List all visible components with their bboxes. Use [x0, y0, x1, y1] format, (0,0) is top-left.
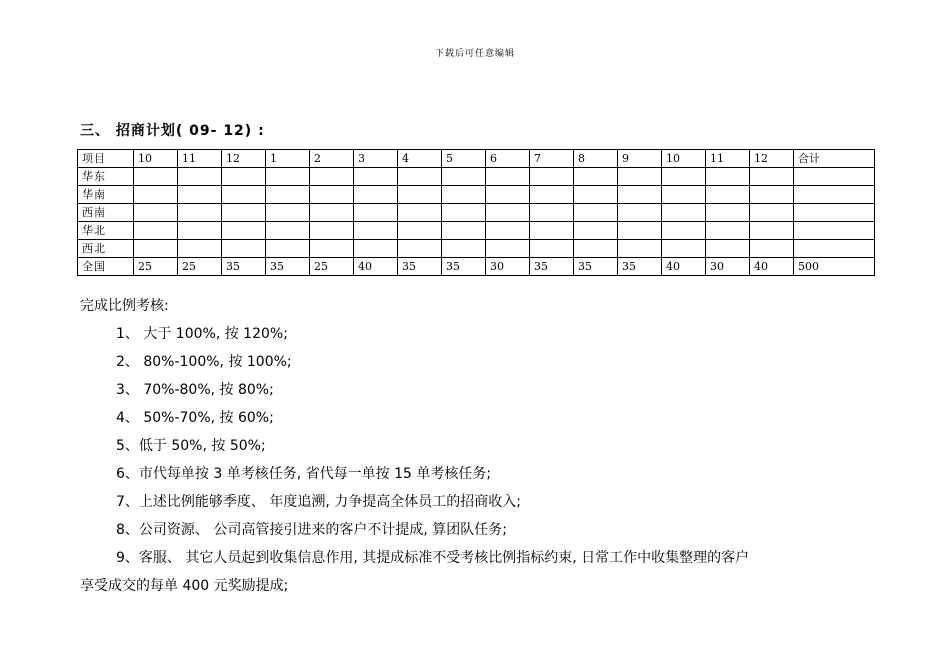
table-cell [618, 240, 662, 258]
table-cell [662, 222, 706, 240]
table-row [78, 258, 875, 276]
assessment-item-continuation: 享受成交的每单 400 元奖励提成; [80, 578, 289, 594]
plan-table [77, 149, 875, 276]
table-cell: 35 [618, 258, 662, 276]
table-cell [530, 204, 574, 222]
table-cell: 合计 [794, 150, 875, 168]
table-cell [794, 240, 875, 258]
table-cell [574, 186, 618, 204]
table-cell: 40 [354, 258, 398, 276]
table-cell [398, 222, 442, 240]
table-cell [354, 186, 398, 204]
table-cell [574, 240, 618, 258]
table-cell: 12 [222, 150, 266, 168]
table-cell [442, 204, 486, 222]
assessment-item: 4、 50%-70%, 按 60%; [116, 410, 274, 426]
row-label-cell: 华东 [78, 168, 134, 186]
table-cell [178, 222, 222, 240]
table-cell [750, 222, 794, 240]
table-cell [662, 204, 706, 222]
table-cell: 25 [310, 258, 354, 276]
table-cell: 10 [662, 150, 706, 168]
assessment-item: 6、市代每单按 3 单考核任务, 省代每一单按 15 单考核任务; [116, 466, 492, 482]
assessment-item: 3、 70%-80%, 按 80%; [116, 382, 274, 398]
table-cell [266, 240, 310, 258]
table-cell: 25 [134, 258, 178, 276]
table-cell [178, 240, 222, 258]
table-cell [222, 222, 266, 240]
table-cell [222, 240, 266, 258]
table-cell [794, 204, 875, 222]
table-cell [134, 240, 178, 258]
table-cell [266, 168, 310, 186]
row-label-cell: 全国 [78, 258, 134, 276]
table-cell [398, 168, 442, 186]
table-cell [662, 240, 706, 258]
table-cell: 8 [574, 150, 618, 168]
assessment-item: 9、客服、 其它人员起到收集信息作用, 其提成标准不受考核比例指标约束, 日常工作中收集整理的客户 [116, 550, 750, 566]
table-cell [310, 222, 354, 240]
table-row [78, 204, 875, 222]
table-cell [134, 204, 178, 222]
table-cell [574, 204, 618, 222]
table-cell [618, 204, 662, 222]
table-cell [442, 168, 486, 186]
table-cell [310, 168, 354, 186]
table-cell [442, 240, 486, 258]
table-cell [310, 186, 354, 204]
section-title: 三、 招商计划( 09- 12) : [80, 123, 265, 139]
table-cell: 500 [794, 258, 875, 276]
table-cell: 40 [662, 258, 706, 276]
table-cell [706, 240, 750, 258]
table-cell [134, 168, 178, 186]
row-label-cell: 西北 [78, 240, 134, 258]
table-cell: 2 [310, 150, 354, 168]
table-cell [530, 168, 574, 186]
table-cell [486, 222, 530, 240]
table-cell: 35 [530, 258, 574, 276]
table-cell [530, 240, 574, 258]
table-cell [706, 222, 750, 240]
table-cell: 1 [266, 150, 310, 168]
table-cell [442, 222, 486, 240]
table-cell [266, 204, 310, 222]
table-cell [178, 168, 222, 186]
table-cell: 35 [442, 258, 486, 276]
table-cell [354, 168, 398, 186]
row-label-cell: 西南 [78, 204, 134, 222]
table-row [78, 222, 875, 240]
table-cell: 35 [574, 258, 618, 276]
table-cell [574, 222, 618, 240]
table-cell [398, 186, 442, 204]
table-cell [266, 186, 310, 204]
assessment-item: 1、 大于 100%, 按 120%; [116, 326, 288, 342]
table-cell [486, 186, 530, 204]
table-cell: 12 [750, 150, 794, 168]
table-cell: 6 [486, 150, 530, 168]
table-cell [750, 240, 794, 258]
row-label-cell: 项目 [78, 150, 134, 168]
table-cell [178, 204, 222, 222]
table-row [78, 186, 875, 204]
table-cell [398, 240, 442, 258]
table-cell [706, 186, 750, 204]
table-cell [794, 186, 875, 204]
table-cell [134, 186, 178, 204]
table-cell [750, 186, 794, 204]
table-cell [574, 168, 618, 186]
table-cell [618, 168, 662, 186]
assessment-item: 8、公司资源、 公司高管接引进来的客户不计提成, 算团队任务; [116, 522, 507, 538]
table-cell [134, 222, 178, 240]
header-note: 下载后可任意编辑 [434, 49, 515, 59]
table-cell [706, 204, 750, 222]
table-cell [310, 240, 354, 258]
table-row [78, 168, 875, 186]
table-cell [530, 222, 574, 240]
table-cell: 5 [442, 150, 486, 168]
table-cell [222, 168, 266, 186]
assessment-section [80, 292, 875, 600]
table-cell: 7 [530, 150, 574, 168]
table-cell [618, 222, 662, 240]
table-cell: 11 [706, 150, 750, 168]
assessment-item: 2、 80%-100%, 按 100%; [116, 354, 292, 370]
table-cell: 30 [706, 258, 750, 276]
row-label-cell: 华北 [78, 222, 134, 240]
assessment-heading: 完成比例考核: [80, 298, 169, 314]
table-cell [178, 186, 222, 204]
table-cell: 35 [222, 258, 266, 276]
table-cell: 10 [134, 150, 178, 168]
table-cell [794, 222, 875, 240]
table-cell [222, 204, 266, 222]
assessment-item: 7、上述比例能够季度、 年度追溯, 力争提高全体员工的招商收入; [116, 494, 521, 510]
assessment-item: 5、低于 50%, 按 50%; [116, 438, 266, 454]
table-cell: 25 [178, 258, 222, 276]
table-cell [266, 222, 310, 240]
row-label-cell: 华南 [78, 186, 134, 204]
table-cell [750, 204, 794, 222]
table-header-row [78, 150, 875, 168]
table-cell [486, 204, 530, 222]
table-cell [706, 168, 750, 186]
table-cell [662, 168, 706, 186]
table-cell [794, 168, 875, 186]
table-cell [354, 222, 398, 240]
table-cell [354, 204, 398, 222]
table-cell: 11 [178, 150, 222, 168]
table-row [78, 240, 875, 258]
table-cell: 4 [398, 150, 442, 168]
table-cell [442, 186, 486, 204]
table-cell [662, 186, 706, 204]
table-cell [486, 168, 530, 186]
table-cell [354, 240, 398, 258]
table-cell [750, 168, 794, 186]
table-cell [222, 186, 266, 204]
table-cell [398, 204, 442, 222]
table-cell [530, 186, 574, 204]
table-cell: 30 [486, 258, 530, 276]
table-cell [618, 186, 662, 204]
table-cell [486, 240, 530, 258]
table-cell: 9 [618, 150, 662, 168]
table-cell: 3 [354, 150, 398, 168]
table-cell [310, 204, 354, 222]
table-cell: 40 [750, 258, 794, 276]
table-cell: 35 [398, 258, 442, 276]
table-cell: 35 [266, 258, 310, 276]
